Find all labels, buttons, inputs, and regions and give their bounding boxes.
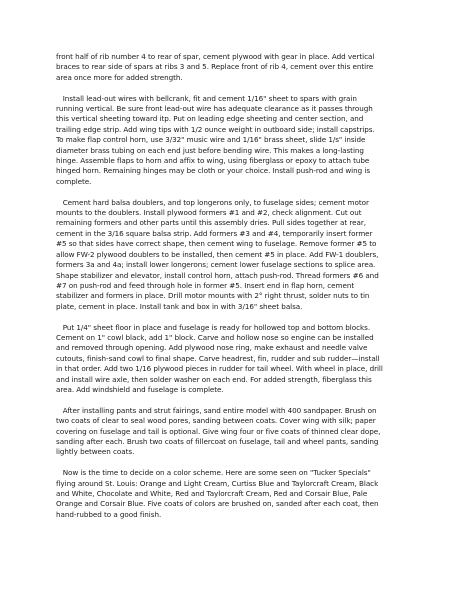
paragraph-wing-assembly: Install lead-out wires with bellcrank, fit and cement 1/16" sheet to spars with grain running vertical. Be sure front lead-out wire has adequate clearance as it passes through this vertical sheeting toward itp. Put on leading edge sheeting and center section, and trailing edge strip. Add wing tips with 1/2 ounce weight in outboard side; install capstrips. To make flap control horn, use 3/32" music wire and 1/16" brass sheet, slide 1/s" inside diameter brass tubing on each end just before bending wire. This makes a long-lasting hinge. Assemble flaps to horn and affix to wing, using fiberglass or epoxy to attach tube hinged horn. Remaining hinges may be cloth or your choice. Install push-rod and wing is complete. (56, 93, 375, 186)
paragraph-rib-gear: front half of rib number 4 to rear of spar, cement plywood with gear in place. Add vertical braces to rear side of spars at ribs 3 and 5. Replace front of rib 4, cement over this entire area once more for added strength. (56, 52, 375, 82)
paragraph-color-scheme: Now is the time to decide on a color scheme. Here are some seen on "Tucker Specials" flying around St. Louis: Orange and Light Cream, Curtiss Blue and Taylorcraft Cream, Black and White, Chocolate and White, Red and Taylorcraft Cream, Red and Corsair Blue, Pale Orange and Corsair Blue. Five coats of colors are brushed on, sanded after each coat, then hand-rubbed to a good finish. (56, 468, 379, 519)
paragraph-fuselage-formers: Cement hard balsa doublers, and top longerons only, to fuselage sides; cement motor mounts to the doublers. Install plywood formers #1 and #2, check alignment. Cut out remaining formers and other parts until this assembly dries. Pull sides together at rear, cement in the 3/16 square balsa strip. Add formers #3 and #4, temporarily insert former #5 so that sides have correct shape, then cement wing to fuselage. Remove former #5 to allow FW-2 plywood doublers to be installed, then cement #5 in place. Add FW-1 doublers, formers 3a and 4a; install lower longerons; cement lower fuselage sections to splice area. Shape stabilizer and elevator, install control horn, attach push-rod. Thread formers #6 and #7 on push-rod and feed through hole in former #5. Insert end in flap horn, cement stabilizer and formers in place. Drill motor mounts with 2° right thrust, solder nuts to tin plate, cement in place. Install tank and box in with 3/16" sheet balsa. (56, 197, 379, 311)
document-page (56, 52, 416, 520)
paragraph-fuselage-blocks: Put 1/4" sheet floor in place and fuselage is ready for hollowed top and bottom blocks. Cement on 1" cowl black, add 1" block. Carve and hollow nose so engine can be installed and removed through opening. Add plywood nose ring, make exhaust and needle valve cutouts, finish-sand cowl to final shape. Carve headrest, fin, rudder and sub rudder—install in that order. Add two 1/16 plywood pieces in rudder for tail wheel. With wheel in place, drill and install wire axle, then solder washer on each end. For added strength, fiberglass this area. Add windshield and fuselage is complete. (56, 322, 383, 394)
paragraph-finishing: After installing pants and strut fairings, sand entire model with 400 sandpaper. Brush on two coats of clear to seal wood pores, sanding between coats. Cover wing with silk; paper covering on fuselage and tail is optional. Give wing four or five coats of thinned clear dope, sanding after each. Brush two coats of fillercoat on fuselage, tail and wheel pants, sanding lightly between coats. (56, 405, 381, 457)
